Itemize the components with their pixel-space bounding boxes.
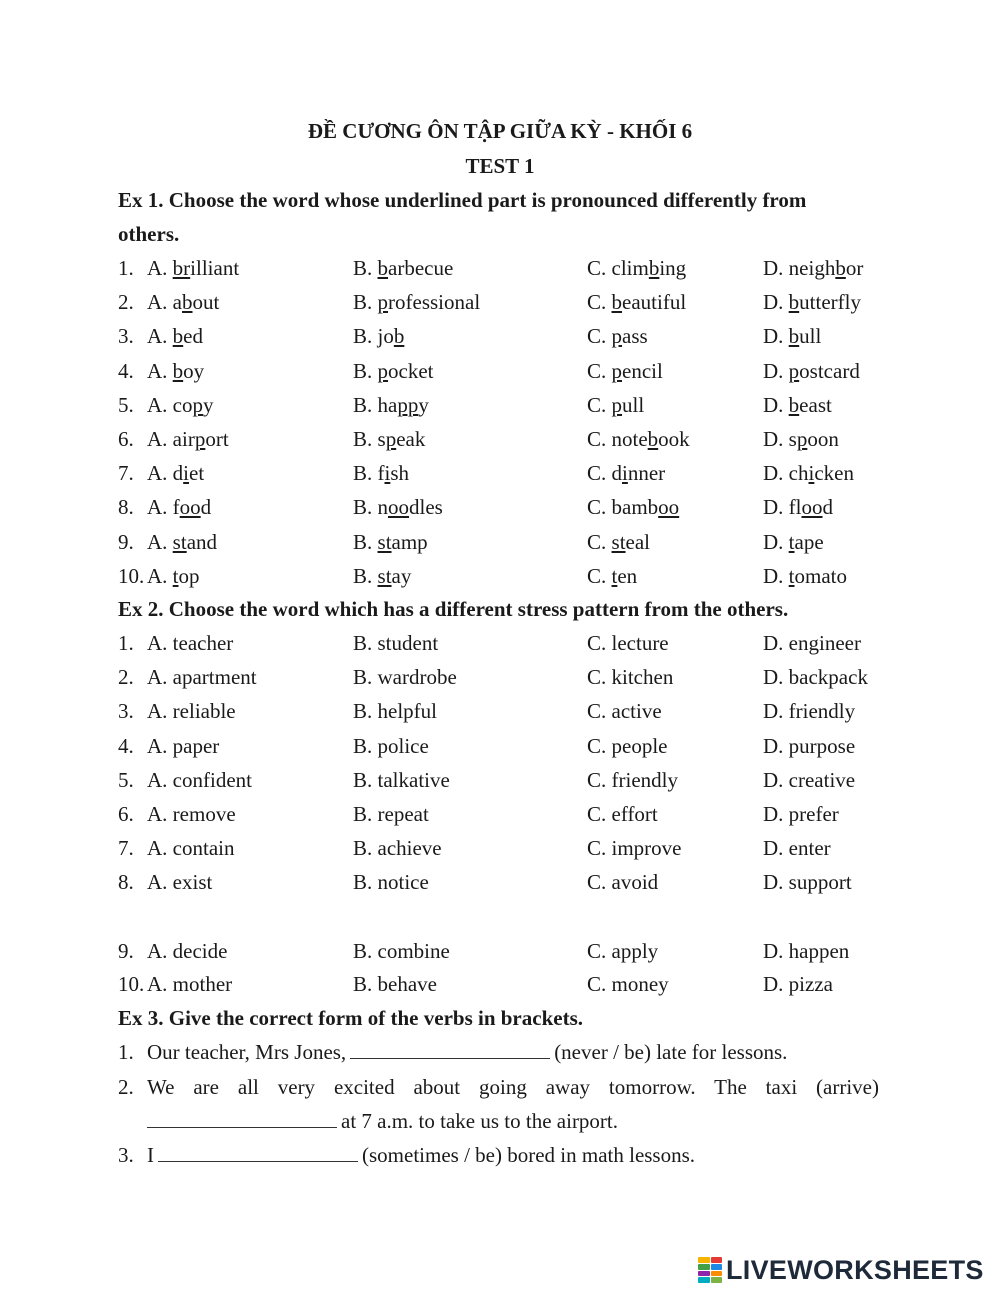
ex1-q2-option-d[interactable] bbox=[763, 290, 861, 314]
option-text: A. d bbox=[147, 461, 184, 486]
option-text: cken bbox=[814, 461, 854, 486]
ex2-q8-number: 8. bbox=[118, 870, 134, 894]
option-text: B. bbox=[353, 256, 378, 280]
liveworksheets-logo-icon bbox=[698, 1257, 722, 1283]
underlined-part: br bbox=[172, 256, 191, 280]
option-text: and bbox=[186, 529, 218, 554]
underlined-part: b bbox=[835, 256, 846, 280]
option-text: sh bbox=[390, 461, 410, 486]
option-text: op bbox=[178, 563, 200, 588]
ex3-q1 bbox=[147, 1040, 787, 1064]
ex2-q7-option-a[interactable]: A. contain bbox=[147, 836, 235, 860]
option-text: ook bbox=[658, 427, 690, 451]
ex1-q1-option-a[interactable] bbox=[147, 256, 239, 280]
ex2-q6-option-c[interactable]: C. effort bbox=[587, 802, 658, 826]
option-text: B. jo bbox=[353, 324, 394, 349]
underlined-part: p bbox=[611, 358, 623, 383]
option-text: A. bbox=[147, 256, 173, 280]
ex2-q3-option-a[interactable]: A. reliable bbox=[147, 699, 236, 723]
option-text: eautiful bbox=[622, 290, 687, 315]
ex3-q2-text-after: at 7 a.m. to take us to the airport. bbox=[341, 1109, 619, 1133]
ex1-q1-option-b[interactable] bbox=[353, 256, 453, 280]
ex2-q7-option-b[interactable]: B. achieve bbox=[353, 836, 442, 860]
ex1-q10-option-a[interactable] bbox=[147, 564, 200, 588]
ex2-instruction: Ex 2. Choose the word which has a different stress pattern from the others. bbox=[118, 597, 789, 621]
ex1-q8-option-d[interactable] bbox=[763, 495, 833, 519]
ex1-q6-option-c[interactable] bbox=[587, 427, 690, 451]
ex2-q2-option-a[interactable]: A. apartment bbox=[147, 665, 257, 689]
option-text: C. d bbox=[587, 461, 623, 486]
ex2-q1-option-b[interactable]: B. student bbox=[353, 631, 439, 655]
ex2-q5-option-d[interactable]: D. creative bbox=[763, 768, 856, 792]
ex1-q2-option-b[interactable] bbox=[353, 290, 480, 314]
option-text: C. bbox=[587, 290, 612, 315]
option-text: C. bbox=[587, 324, 612, 349]
option-text: D. bbox=[763, 324, 789, 349]
option-text: y bbox=[418, 392, 429, 417]
option-text: A. air bbox=[147, 427, 195, 451]
ex1-q10-option-d[interactable] bbox=[763, 564, 847, 588]
ex2-q1-number: 1. bbox=[118, 631, 134, 655]
ex2-q5-option-c[interactable]: C. friendly bbox=[587, 768, 678, 792]
option-text: ort bbox=[205, 427, 229, 451]
ex1-instruction-cont: others. bbox=[118, 222, 180, 246]
underlined-part: oo bbox=[801, 495, 823, 520]
underlined-part: oo bbox=[658, 495, 680, 520]
option-text: out bbox=[192, 290, 220, 315]
ex1-q10-number: 10. bbox=[118, 563, 145, 588]
ex1-q7-option-b[interactable] bbox=[353, 461, 409, 485]
option-text: rofessional bbox=[388, 290, 481, 315]
option-text: amp bbox=[391, 529, 428, 554]
option-text: A. bbox=[147, 358, 173, 383]
ex1-q9-option-a[interactable] bbox=[147, 530, 217, 554]
underlined-part: i bbox=[384, 461, 391, 486]
ex1-q6-option-a[interactable] bbox=[147, 427, 229, 451]
option-text: ull bbox=[622, 392, 645, 417]
ex1-q1-option-c[interactable] bbox=[587, 256, 686, 280]
ex2-q3-option-d[interactable]: D. friendly bbox=[763, 699, 856, 723]
ex2-q2-option-d[interactable]: D. backpack bbox=[763, 665, 868, 689]
ex3-q2-line2 bbox=[147, 1109, 618, 1133]
option-text: B. bbox=[353, 358, 378, 383]
underlined-part: pp bbox=[397, 392, 419, 417]
option-text: A. bbox=[147, 529, 173, 554]
ex1-q2-option-a[interactable] bbox=[147, 290, 219, 314]
option-text: oon bbox=[807, 427, 839, 451]
option-text: eak bbox=[396, 427, 426, 451]
option-text: arbecue bbox=[388, 256, 454, 280]
underlined-part: oo bbox=[388, 495, 410, 520]
underlined-part: p bbox=[611, 324, 623, 349]
ex3-instruction: Ex 3. Give the correct form of the verbs in brackets. bbox=[118, 1006, 583, 1030]
option-text: A. f bbox=[147, 495, 180, 520]
option-text: C. bamb bbox=[587, 495, 659, 520]
ex2-q4-option-a[interactable]: A. paper bbox=[147, 734, 220, 758]
underlined-part: b bbox=[172, 358, 184, 383]
option-text: B. s bbox=[353, 427, 386, 451]
ex1-q7-option-d[interactable] bbox=[763, 461, 854, 485]
option-text: omato bbox=[794, 563, 848, 588]
option-text: et bbox=[189, 461, 205, 486]
ex1-q8-option-b[interactable] bbox=[353, 495, 443, 519]
option-text: D. neigh bbox=[763, 256, 836, 280]
ex2-q1-option-c[interactable]: C. lecture bbox=[587, 631, 669, 655]
ex2-q9-option-a[interactable]: A. decide bbox=[147, 939, 228, 963]
option-text: or bbox=[845, 256, 864, 280]
ex2-q4-number: 4. bbox=[118, 734, 134, 758]
ex2-q8-option-b[interactable]: B. notice bbox=[353, 870, 429, 894]
liveworksheets-brand: LIVEWORKSHEETS bbox=[726, 1254, 984, 1285]
option-text: B. ha bbox=[353, 392, 398, 417]
option-text: C. clim bbox=[587, 256, 649, 280]
ex2-q10-number: 10. bbox=[118, 972, 145, 996]
option-text: D. bbox=[763, 563, 789, 588]
ex1-q3-option-c[interactable] bbox=[587, 324, 648, 348]
option-text: ass bbox=[622, 324, 648, 349]
option-text: B. n bbox=[353, 495, 389, 520]
underlined-part: b bbox=[788, 290, 800, 315]
underlined-part: b bbox=[172, 324, 184, 349]
ex2-q5-option-a[interactable]: A. confident bbox=[147, 768, 252, 792]
ex2-q1-option-a[interactable]: A. teacher bbox=[147, 631, 234, 655]
option-text: D. bbox=[763, 392, 789, 417]
option-text: B. bbox=[353, 563, 378, 588]
underlined-part: b bbox=[648, 256, 660, 280]
ex1-q9-option-c[interactable] bbox=[587, 530, 650, 554]
underlined-part: st bbox=[377, 563, 392, 588]
underlined-part: i bbox=[183, 461, 190, 486]
ex1-q3-number: 3. bbox=[118, 324, 134, 349]
ex2-q5-option-b[interactable]: B. talkative bbox=[353, 768, 450, 792]
underlined-part: b bbox=[647, 427, 659, 451]
option-text: C. bbox=[587, 529, 612, 554]
ex2-q1-option-d[interactable]: D. engineer bbox=[763, 631, 861, 655]
liveworksheets-logo bbox=[698, 1256, 984, 1284]
ex1-q4-number: 4. bbox=[118, 358, 134, 383]
option-text: encil bbox=[622, 358, 663, 383]
ex2-q2-number: 2. bbox=[118, 665, 134, 689]
ex1-q4-option-b[interactable] bbox=[353, 359, 434, 383]
option-text: ing bbox=[659, 256, 687, 280]
underlined-part: p bbox=[377, 358, 389, 383]
ex3-q3 bbox=[147, 1143, 695, 1167]
option-text: oy bbox=[183, 358, 205, 383]
underlined-part: t bbox=[611, 563, 618, 588]
ex3-q3-text-before: I bbox=[147, 1143, 154, 1167]
underlined-part: b bbox=[611, 290, 623, 315]
option-text: ay bbox=[391, 563, 412, 588]
underlined-part: p bbox=[194, 427, 206, 451]
underlined-part: b bbox=[788, 324, 800, 349]
option-text: ostcard bbox=[799, 358, 860, 383]
option-text: B. bbox=[353, 529, 378, 554]
option-text: A. bbox=[147, 563, 173, 588]
document-title: ĐỀ CƯƠNG ÔN TẬP GIỮA KỲ - KHỐI 6 bbox=[307, 119, 693, 143]
ex1-q6-option-b[interactable] bbox=[353, 427, 425, 451]
option-text: C. bbox=[587, 392, 612, 417]
ex1-q10-option-c[interactable] bbox=[587, 564, 637, 588]
ex1-q3-option-a[interactable] bbox=[147, 324, 203, 348]
option-text: dles bbox=[409, 495, 443, 520]
ex2-q2-option-c[interactable]: C. kitchen bbox=[587, 665, 674, 689]
ex2-q6-number: 6. bbox=[118, 802, 134, 826]
ex1-q9-number: 9. bbox=[118, 529, 134, 554]
ex2-q8-option-d[interactable]: D. support bbox=[763, 870, 852, 894]
ex2-q8-option-c[interactable]: C. avoid bbox=[587, 870, 659, 894]
underlined-part: st bbox=[611, 529, 626, 554]
ex2-q3-option-c[interactable]: C. active bbox=[587, 699, 662, 723]
ex3-q2-number: 2. bbox=[118, 1075, 134, 1099]
option-text: en bbox=[617, 563, 638, 588]
ex1-q8-option-a[interactable] bbox=[147, 495, 211, 519]
option-text: east bbox=[799, 392, 832, 417]
underlined-part: t bbox=[788, 529, 795, 554]
option-text: utterfly bbox=[799, 290, 861, 315]
ex1-q5-number: 5. bbox=[118, 392, 134, 417]
option-text: ocket bbox=[388, 358, 434, 383]
ex1-q1-option-d[interactable] bbox=[763, 256, 863, 280]
underlined-part: p bbox=[611, 392, 623, 417]
ex3-q3-number: 3. bbox=[118, 1143, 134, 1167]
underlined-part: p bbox=[788, 358, 800, 383]
option-text: ed bbox=[183, 324, 203, 349]
ex1-q9-option-d[interactable] bbox=[763, 530, 824, 554]
ex1-q5-option-c[interactable] bbox=[587, 393, 644, 417]
option-text: B. bbox=[353, 290, 378, 315]
option-text: D. s bbox=[763, 427, 797, 451]
ex2-q10-option-c[interactable]: C. money bbox=[587, 972, 669, 996]
ex1-q2-number: 2. bbox=[118, 290, 134, 315]
option-text: C. bbox=[587, 563, 612, 588]
ex2-q10-option-b[interactable]: B. behave bbox=[353, 972, 437, 996]
option-text: d bbox=[822, 495, 833, 520]
underlined-part: b bbox=[182, 290, 193, 315]
ex3-q1-answer-blank[interactable] bbox=[350, 1040, 550, 1059]
ex2-q4-option-c[interactable]: C. people bbox=[587, 734, 668, 758]
ex2-q4-option-d[interactable]: D. purpose bbox=[763, 734, 856, 758]
option-text: A. bbox=[147, 324, 173, 349]
underlined-part: t bbox=[172, 563, 179, 588]
ex1-q10-option-b[interactable] bbox=[353, 564, 411, 588]
ex1-q4-option-c[interactable] bbox=[587, 359, 663, 383]
ex2-q3-number: 3. bbox=[118, 699, 134, 723]
ex3-q2-answer-blank[interactable] bbox=[147, 1109, 337, 1128]
underlined-part: p bbox=[192, 392, 203, 417]
option-text: eal bbox=[625, 529, 651, 554]
ex1-q1-number: 1. bbox=[118, 256, 134, 280]
ex1-q7-option-a[interactable] bbox=[147, 461, 204, 485]
option-text: ull bbox=[799, 324, 822, 349]
underlined-part: p bbox=[377, 290, 389, 315]
option-text: A. a bbox=[147, 290, 182, 315]
underlined-part: st bbox=[377, 529, 392, 554]
ex1-q3-option-b[interactable] bbox=[353, 324, 404, 348]
ex1-q4-option-a[interactable] bbox=[147, 359, 204, 383]
ex3-q3-answer-blank[interactable] bbox=[158, 1143, 358, 1162]
ex2-q9-option-b[interactable]: B. combine bbox=[353, 939, 450, 963]
ex2-q9-option-c[interactable]: C. apply bbox=[587, 939, 659, 963]
ex1-q6-option-d[interactable] bbox=[763, 427, 839, 451]
option-text: D. fl bbox=[763, 495, 802, 520]
underlined-part: i bbox=[622, 461, 628, 486]
ex1-q8-number: 8. bbox=[118, 495, 134, 520]
underlined-part: t bbox=[788, 563, 795, 588]
ex1-q5-option-b[interactable] bbox=[353, 393, 429, 417]
ex1-q6-number: 6. bbox=[118, 427, 134, 451]
option-text: A. co bbox=[147, 392, 193, 417]
underlined-part: p bbox=[385, 427, 397, 451]
ex2-q9-number: 9. bbox=[118, 939, 134, 963]
underlined-part: i bbox=[808, 461, 815, 486]
ex3-q1-text-before: Our teacher, Mrs Jones, bbox=[147, 1040, 347, 1064]
ex3-q1-number: 1. bbox=[118, 1040, 134, 1064]
underlined-part: oo bbox=[179, 495, 201, 520]
ex1-q7-number: 7. bbox=[118, 461, 134, 486]
ex3-q2-line1: We are all very excited about going away tomorrow. The taxi (arrive) bbox=[147, 1075, 879, 1099]
underlined-part: p bbox=[796, 427, 808, 451]
option-text: ape bbox=[794, 529, 824, 554]
ex3-q3-text-after: (sometimes / be) bored in math lessons. bbox=[362, 1143, 696, 1167]
option-text: D. bbox=[763, 358, 789, 383]
ex2-q3-option-b[interactable]: B. helpful bbox=[353, 699, 437, 723]
ex2-q10-option-a[interactable]: A. mother bbox=[147, 972, 233, 996]
option-text: nner bbox=[627, 461, 666, 486]
underlined-part: b bbox=[377, 256, 389, 280]
ex1-q3-option-d[interactable] bbox=[763, 324, 821, 348]
option-text: C. note bbox=[587, 427, 648, 451]
ex2-q4-option-b[interactable]: B. police bbox=[353, 734, 429, 758]
ex1-q4-option-d[interactable] bbox=[763, 359, 860, 383]
ex2-q6-option-d[interactable]: D. prefer bbox=[763, 802, 839, 826]
ex2-q9-option-d[interactable]: D. happen bbox=[763, 939, 850, 963]
underlined-part: b bbox=[788, 392, 800, 417]
ex2-q6-option-b[interactable]: B. repeat bbox=[353, 802, 429, 826]
ex1-q8-option-c[interactable] bbox=[587, 495, 679, 519]
ex2-q6-option-a[interactable]: A. remove bbox=[147, 802, 236, 826]
ex1-q9-option-b[interactable] bbox=[353, 530, 428, 554]
ex2-q5-number: 5. bbox=[118, 768, 134, 792]
option-text: D. ch bbox=[763, 461, 809, 486]
option-text: C. bbox=[587, 358, 612, 383]
ex1-q5-option-a[interactable] bbox=[147, 393, 214, 417]
ex1-instruction: Ex 1. Choose the word whose underlined part is pronounced differently from bbox=[118, 188, 807, 212]
ex2-q7-option-d[interactable]: D. enter bbox=[763, 836, 831, 860]
test-title: TEST 1 bbox=[465, 154, 535, 178]
underlined-part: b bbox=[393, 324, 405, 349]
ex2-q8-option-a[interactable]: A. exist bbox=[147, 870, 213, 894]
underlined-part: st bbox=[172, 529, 187, 554]
option-text: illiant bbox=[190, 256, 240, 280]
ex2-q7-number: 7. bbox=[118, 836, 134, 860]
ex2-q2-option-b[interactable]: B. wardrobe bbox=[353, 665, 457, 689]
option-text: y bbox=[203, 392, 214, 417]
option-text: d bbox=[200, 495, 212, 520]
option-text: B. f bbox=[353, 461, 385, 486]
ex2-q10-option-d[interactable]: D. pizza bbox=[763, 972, 833, 996]
ex1-q7-option-c[interactable] bbox=[587, 461, 665, 485]
ex3-q1-text-after: (never / be) late for lessons. bbox=[554, 1040, 788, 1064]
ex2-q7-option-c[interactable]: C. improve bbox=[587, 836, 682, 860]
option-text: D. bbox=[763, 290, 789, 315]
option-text: D. bbox=[763, 529, 789, 554]
ex1-q5-option-d[interactable] bbox=[763, 393, 832, 417]
ex1-q2-option-c[interactable] bbox=[587, 290, 686, 314]
